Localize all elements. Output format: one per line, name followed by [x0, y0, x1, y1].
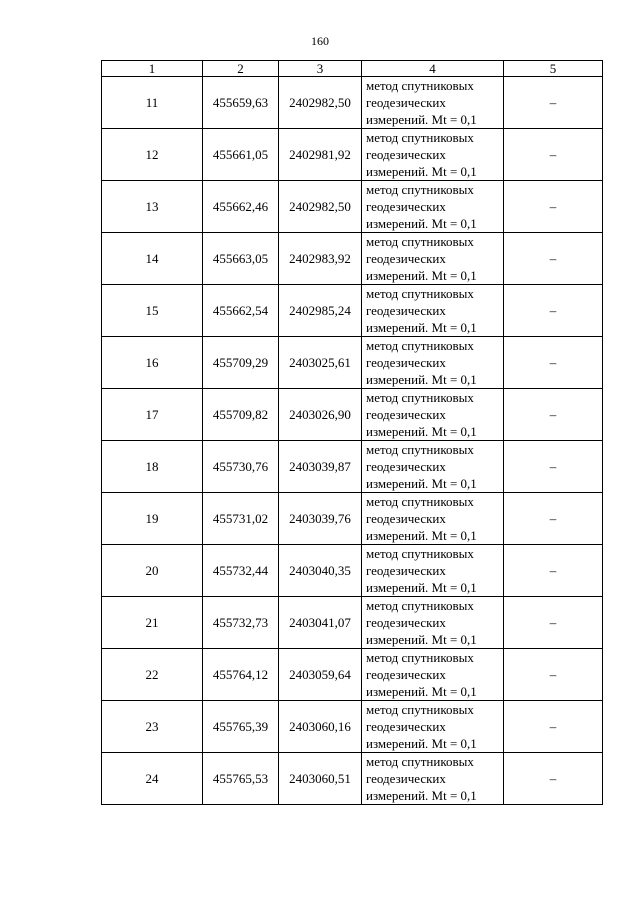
x-coordinate-cell: 455765,53 — [203, 753, 279, 805]
point-number-cell: 18 — [102, 441, 203, 493]
x-coordinate-cell: 455731,02 — [203, 493, 279, 545]
column-5-cell: – — [504, 753, 603, 805]
x-coordinate-cell: 455732,44 — [203, 545, 279, 597]
column-header-4: 4 — [362, 61, 504, 77]
y-coordinate-cell: 2402985,24 — [279, 285, 362, 337]
column-header-2: 2 — [203, 61, 279, 77]
table-row — [102, 285, 603, 337]
column-5-cell: – — [504, 597, 603, 649]
y-coordinate-cell: 2403026,90 — [279, 389, 362, 441]
point-number-cell: 16 — [102, 337, 203, 389]
y-coordinate-cell: 2403041,07 — [279, 597, 362, 649]
column-5-cell: – — [504, 649, 603, 701]
point-number-cell: 17 — [102, 389, 203, 441]
point-number-cell: 24 — [102, 753, 203, 805]
table-row — [102, 701, 603, 753]
column-5-cell: – — [504, 337, 603, 389]
method-cell: метод спутниковых геодезических измерений. Mt = 0,1 — [362, 389, 504, 441]
x-coordinate-cell: 455662,54 — [203, 285, 279, 337]
column-5-cell: – — [504, 389, 603, 441]
x-coordinate-cell: 455732,73 — [203, 597, 279, 649]
method-cell: метод спутниковых геодезических измерений. Mt = 0,1 — [362, 181, 504, 233]
column-5-cell: – — [504, 129, 603, 181]
table-row — [102, 129, 603, 181]
page-number: 160 — [311, 34, 329, 48]
method-cell: метод спутниковых геодезических измерений. Mt = 0,1 — [362, 77, 504, 129]
table-row — [102, 493, 603, 545]
point-number-cell: 12 — [102, 129, 203, 181]
x-coordinate-cell: 455662,46 — [203, 181, 279, 233]
method-cell: метод спутниковых геодезических измерений. Mt = 0,1 — [362, 285, 504, 337]
y-coordinate-cell: 2403060,16 — [279, 701, 362, 753]
x-coordinate-cell: 455661,05 — [203, 129, 279, 181]
method-cell: метод спутниковых геодезических измерений. Mt = 0,1 — [362, 649, 504, 701]
method-cell: метод спутниковых геодезических измерений. Mt = 0,1 — [362, 129, 504, 181]
point-number-cell: 23 — [102, 701, 203, 753]
table-row — [102, 181, 603, 233]
column-5-cell: – — [504, 701, 603, 753]
table-row — [102, 441, 603, 493]
x-coordinate-cell: 455764,12 — [203, 649, 279, 701]
table-row — [102, 337, 603, 389]
column-5-cell: – — [504, 441, 603, 493]
y-coordinate-cell: 2402982,50 — [279, 181, 362, 233]
column-5-cell: – — [504, 77, 603, 129]
table-row — [102, 545, 603, 597]
column-5-cell: – — [504, 285, 603, 337]
column-5-cell: – — [504, 545, 603, 597]
point-number-cell: 15 — [102, 285, 203, 337]
table-row — [102, 77, 603, 129]
point-number-cell: 14 — [102, 233, 203, 285]
y-coordinate-cell: 2403040,35 — [279, 545, 362, 597]
table-row — [102, 753, 603, 805]
coordinates-table — [101, 60, 603, 805]
point-number-cell: 11 — [102, 77, 203, 129]
x-coordinate-cell: 455659,63 — [203, 77, 279, 129]
column-5-cell: – — [504, 181, 603, 233]
column-header-1: 1 — [102, 61, 203, 77]
y-coordinate-cell: 2403060,51 — [279, 753, 362, 805]
method-cell: метод спутниковых геодезических измерений. Mt = 0,1 — [362, 597, 504, 649]
y-coordinate-cell: 2403039,87 — [279, 441, 362, 493]
x-coordinate-cell: 455663,05 — [203, 233, 279, 285]
point-number-cell: 21 — [102, 597, 203, 649]
method-cell: метод спутниковых геодезических измерений. Mt = 0,1 — [362, 545, 504, 597]
table-row — [102, 597, 603, 649]
x-coordinate-cell: 455765,39 — [203, 701, 279, 753]
table-row — [102, 389, 603, 441]
method-cell: метод спутниковых геодезических измерений. Mt = 0,1 — [362, 701, 504, 753]
column-5-cell: – — [504, 493, 603, 545]
y-coordinate-cell: 2403059,64 — [279, 649, 362, 701]
column-5-cell: – — [504, 233, 603, 285]
point-number-cell: 13 — [102, 181, 203, 233]
point-number-cell: 19 — [102, 493, 203, 545]
x-coordinate-cell: 455730,76 — [203, 441, 279, 493]
method-cell: метод спутниковых геодезических измерений. Mt = 0,1 — [362, 337, 504, 389]
point-number-cell: 20 — [102, 545, 203, 597]
y-coordinate-cell: 2402981,92 — [279, 129, 362, 181]
method-cell: метод спутниковых геодезических измерений. Mt = 0,1 — [362, 493, 504, 545]
y-coordinate-cell: 2402983,92 — [279, 233, 362, 285]
column-header-5: 5 — [504, 61, 603, 77]
y-coordinate-cell: 2403025,61 — [279, 337, 362, 389]
point-number-cell: 22 — [102, 649, 203, 701]
column-header-3: 3 — [279, 61, 362, 77]
table-body — [102, 77, 603, 805]
table-row — [102, 649, 603, 701]
method-cell: метод спутниковых геодезических измерений. Mt = 0,1 — [362, 441, 504, 493]
table-header-row — [102, 61, 603, 77]
y-coordinate-cell: 2402982,50 — [279, 77, 362, 129]
method-cell: метод спутниковых геодезических измерений. Mt = 0,1 — [362, 753, 504, 805]
y-coordinate-cell: 2403039,76 — [279, 493, 362, 545]
table-row — [102, 233, 603, 285]
x-coordinate-cell: 455709,29 — [203, 337, 279, 389]
x-coordinate-cell: 455709,82 — [203, 389, 279, 441]
method-cell: метод спутниковых геодезических измерений. Mt = 0,1 — [362, 233, 504, 285]
